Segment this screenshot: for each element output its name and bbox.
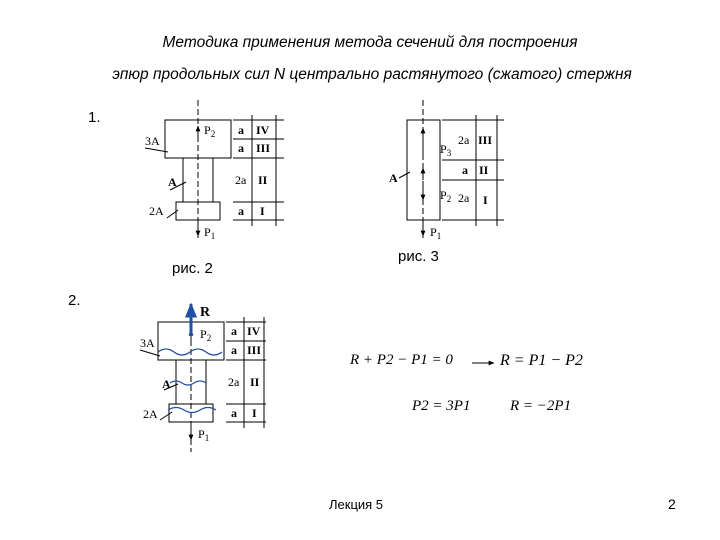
fig2-force-p1: P bbox=[204, 225, 211, 239]
fig4-area-bottom: 2A bbox=[143, 407, 158, 421]
svg-text:P2 bbox=[440, 188, 451, 204]
fig4-force-p2: P bbox=[200, 327, 207, 341]
fig4-dim-1: a bbox=[231, 406, 237, 420]
fig3-area: A bbox=[389, 171, 398, 185]
fig3-force-p2-sub: 2 bbox=[446, 194, 452, 204]
section-wave-middle bbox=[170, 381, 206, 385]
fig3-force-p2: P bbox=[440, 188, 447, 202]
svg-text:P2 bbox=[200, 327, 211, 343]
fig4-area-top: 3A bbox=[140, 336, 155, 350]
section-wave-lower bbox=[168, 408, 216, 413]
fig2-area-mid: A bbox=[168, 175, 177, 189]
fig3-section-3: III bbox=[478, 133, 493, 147]
fig3-force-p3-sub: 3 bbox=[446, 148, 452, 158]
fig4-section-1: I bbox=[252, 406, 257, 420]
svg-text:P1 bbox=[198, 427, 209, 443]
fig3-caption: рис. 3 bbox=[398, 248, 439, 265]
fig4-force-p2-sub: 2 bbox=[206, 333, 212, 343]
fig2-force-p2-sub: 2 bbox=[210, 129, 216, 139]
fig2-dim-4: a bbox=[238, 123, 244, 137]
equation-p2-relation: P2 = 3P1 bbox=[412, 398, 471, 414]
equation-equilibrium: R + P2 − P1 = 0 bbox=[350, 352, 453, 368]
fig2-section-4: IV bbox=[256, 123, 270, 137]
slide-title-line2: эпюр продольных сил N центрально растянутого (сжатого) стержня bbox=[112, 66, 632, 83]
fig4-reaction-label: R bbox=[200, 305, 211, 320]
svg-text:P1 bbox=[430, 225, 441, 241]
fig3-force-p3: P bbox=[440, 142, 447, 156]
step-2-label: 2. bbox=[68, 292, 81, 309]
fig2-section-3: III bbox=[256, 141, 271, 155]
fig4-force-p1: P bbox=[198, 427, 205, 441]
fig3-dim-1: 2a bbox=[458, 191, 470, 205]
equation-reaction: R = P1 − P2 bbox=[500, 352, 583, 369]
fig3-force-p1: P bbox=[430, 225, 437, 239]
fig2-dim-2: 2a bbox=[235, 173, 247, 187]
svg-text:P1 bbox=[204, 225, 215, 241]
fig4-dim-4: a bbox=[231, 324, 237, 338]
page-number: 2 bbox=[668, 496, 676, 512]
fig2-section-1: I bbox=[260, 204, 265, 218]
fig4-section-3: III bbox=[247, 343, 262, 357]
fig3-section-1: I bbox=[483, 193, 488, 207]
fig4-area-mid: A bbox=[162, 377, 171, 391]
fig2-caption: рис. 2 bbox=[172, 260, 213, 277]
fig4-section-2: II bbox=[250, 375, 260, 389]
fig3-force-p1-sub: 1 bbox=[436, 231, 442, 241]
slide-title-line1: Методика применения метода сечений для построения bbox=[162, 34, 578, 51]
fig2-area-top: 3A bbox=[145, 134, 160, 148]
fig2-section-2: II bbox=[258, 173, 268, 187]
fig2-force-p1-sub: 1 bbox=[210, 231, 216, 241]
fig3-dim-2: a bbox=[462, 163, 468, 177]
section-wave-upper bbox=[158, 349, 222, 355]
fig3-section-2: II bbox=[479, 163, 489, 177]
fig4-dim-3: a bbox=[231, 343, 237, 357]
fig4-dim-2: 2a bbox=[228, 375, 240, 389]
svg-text:P2 bbox=[204, 123, 215, 139]
fig4-force-p1-sub: 1 bbox=[204, 433, 210, 443]
fig2-dim-3: a bbox=[238, 141, 244, 155]
footer-lecture: Лекция 5 bbox=[329, 497, 384, 512]
fig2-dim-1: a bbox=[238, 204, 244, 218]
svg-text:P3 bbox=[440, 142, 452, 158]
fig2-force-p2: P bbox=[204, 123, 211, 137]
fig3-dim-3: 2a bbox=[458, 133, 470, 147]
fig2-area-bottom: 2A bbox=[149, 204, 164, 218]
step-1-label: 1. bbox=[88, 109, 101, 126]
equation-reaction-value: R = −2P1 bbox=[510, 398, 572, 414]
fig4-section-4: IV bbox=[247, 324, 261, 338]
